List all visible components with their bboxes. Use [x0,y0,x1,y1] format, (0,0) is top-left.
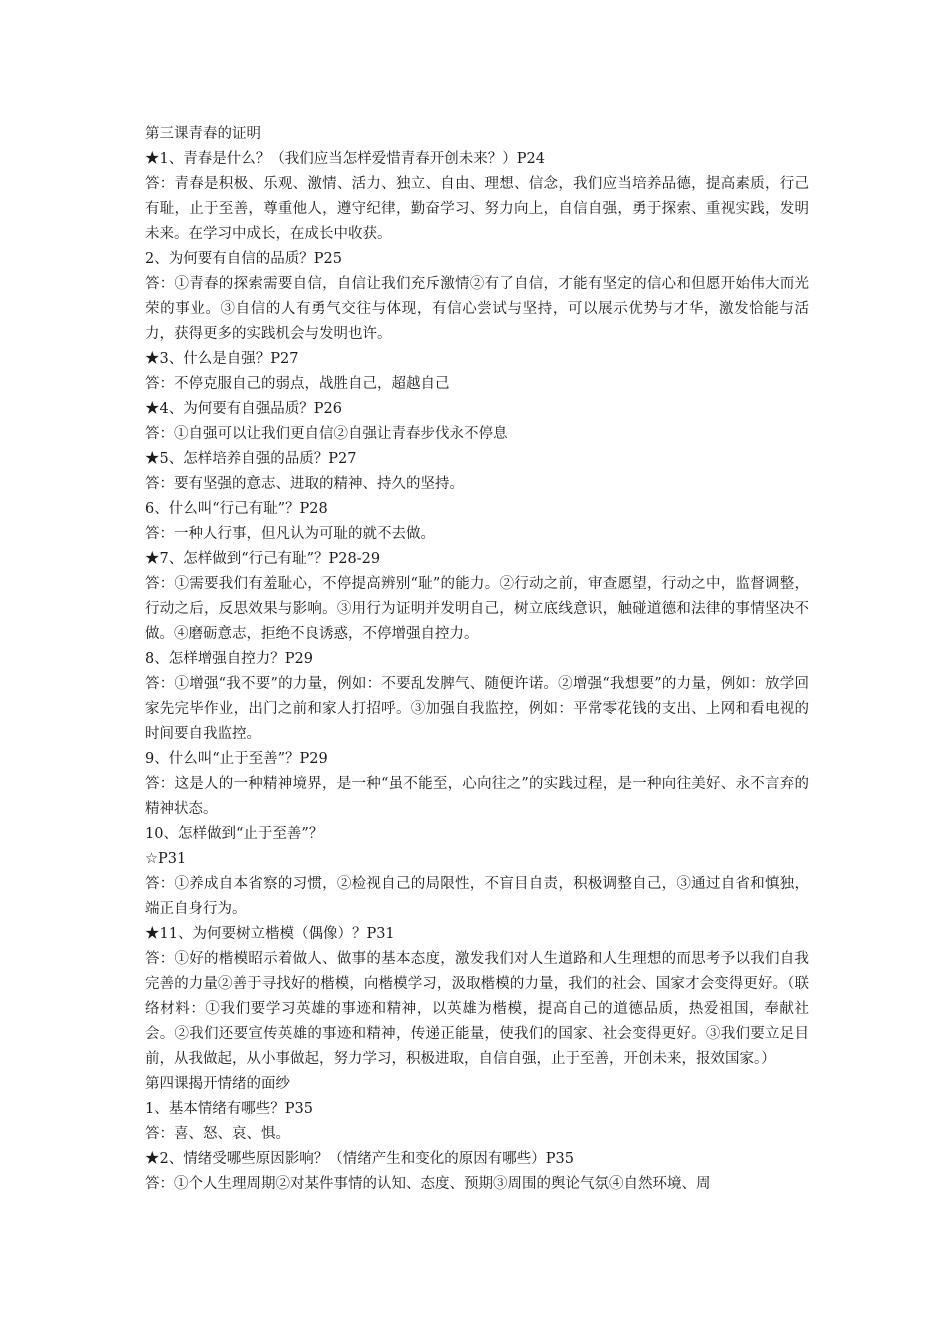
question-line: 9、什么叫“止于至善”？P29 [145,751,328,767]
question-line: 1、基本情绪有哪些？P35 [145,1101,313,1117]
question-line: ★11、为何要树立楷模（偶像）？P31 [145,926,395,942]
lesson-title: 第四课揭开情绪的面纱 [145,1076,290,1092]
question-line: 10、怎样做到“止于至善”？ [145,826,324,842]
answer-paragraph: 答：①青春的探索需要自信，自信让我们充斥激情②有了自信，才能有坚定的信心和但愿开始伟大而光荣的事业。③自信的人有勇气交往与体现，有信心尝试与坚持，可以展示优势与才华，激发恰能与活力，获得更多的实践机会与发明也许。 [145,276,809,342]
answer-paragraph: 答：①养成自本省察的习惯，②检视自己的局限性，不盲目自责，积极调整自己，③通过自省和慎独，端正自身行为。 [145,876,809,917]
question-line: ★4、为何要有自强品质？P26 [145,401,342,417]
question-line: 6、什么叫“行己有耻”？P28 [145,501,328,517]
question-line: 2、为何要有自信的品质？P25 [145,251,342,267]
answer-paragraph: 答：①自强可以让我们更自信②自强让青春步伐永不停息 [145,426,508,442]
answer-paragraph: 答：要有坚强的意志、进取的精神、持久的坚持。 [145,476,464,492]
answer-paragraph: 答：青春是积极、乐观、激情、活力、独立、自由、理想、信念，我们应当培养品德，提高素质，行己有耻，止于至善，尊重他人，遵守纪律，勤奋学习、努力向上，自信自强，勇于探索、重视实践，发明未来。在学习中成长，在成长中收获。 [145,176,809,242]
page-reference: ☆P31 [145,851,187,867]
answer-paragraph: 答：这是人的一种精神境界，是一种“虽不能至，心向往之”的实践过程，是一种向往美好、永不言弃的精神状态。 [145,776,809,817]
question-line: ★1、青春是什么？（我们应当怎样爱惜青春开创未来？）P24 [145,151,545,167]
answer-paragraph: 答：喜、怒、哀、惧。 [145,1126,290,1142]
question-line: ★7、怎样做到“行己有耻”？P28-29 [145,551,381,567]
question-line: 8、怎样增强自控力？P29 [145,651,313,667]
answer-paragraph: 答：①需要我们有羞耻心，不停提高辨别“耻”的能力。②行动之前，审查愿望，行动之中，监督调整，行动之后，反思效果与影响。③用行为证明并发明自己，树立底线意识，触碰道德和法律的事情坚决不做。④磨砺意志，拒绝不良诱惑，不停增强自控力。 [145,576,809,642]
question-line: ★5、怎样培养自强的品质？P27 [145,451,357,467]
answer-paragraph: 答：一种人行事，但凡认为可耻的就不去做。 [145,526,435,542]
answer-paragraph: 答：①增强“我不要”的力量，例如：不要乱发脾气、随便许诺。②增强“我想要”的力量，例如：放学回家先完毕作业，出门之前和家人打招呼。③加强自我监控，例如：平常零花钱的支出、上网和看电视的时间要自我监控。 [145,676,809,742]
document-body [145,122,809,1197]
question-line: ★2、情绪受哪些原因影响？（情绪产生和变化的原因有哪些）P35 [145,1151,574,1167]
answer-paragraph: 答：①好的楷模昭示着做人、做事的基本态度，激发我们对人生道路和人生理想的而思考予以我们自我完善的力量②善于寻找好的楷模，向楷模学习，汲取楷模的力量，我们的社会、国家才会变得更好。（联络材料：①我们要学习英雄的事迹和精神，以英雄为楷模，提高自己的道德品质，热爱祖国，奉献社会。②我们还要宣传英雄的事迹和精神，传递正能量，使我们的国家、社会变得更好。③我们要立足目前，从我做起，从小事做起，努力学习，积极进取，自信自强，止于至善，开创未来，报效国家。） [145,951,809,1067]
question-line: ★3、什么是自强？P27 [145,351,299,367]
lesson-title: 第三课青春的证明 [145,126,261,142]
answer-paragraph: 答：不停克服自己的弱点，战胜自己，超越自己 [145,376,450,392]
answer-paragraph: 答：①个人生理周期②对某件事情的认知、态度、预期③周围的舆论气氛④自然环境、周 [145,1176,711,1192]
